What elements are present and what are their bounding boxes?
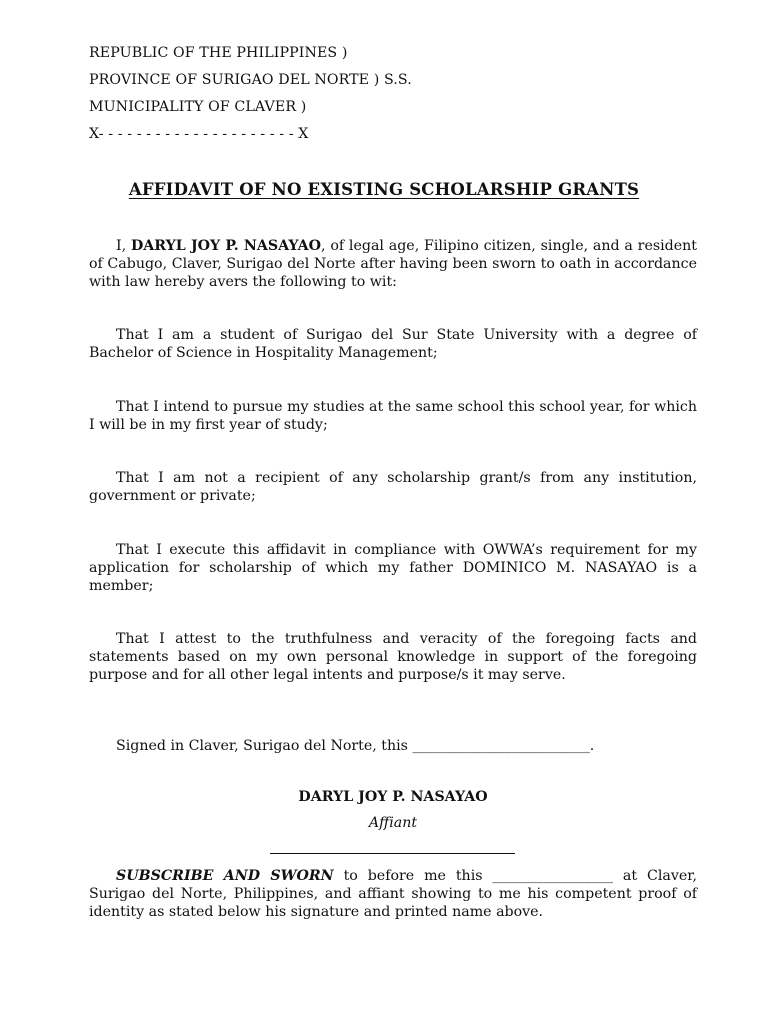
affiant-name-inline: DARYL JOY P. NASAYAO <box>130 238 321 254</box>
header-municipality: MUNICIPALITY OF CLAVER ) <box>89 99 307 115</box>
affiant-signature-name: DARYL JOY P. NASAYAO <box>298 789 488 805</box>
header-separator: X- - - - - - - - - - - - - - - - - - - - - X <box>89 126 309 142</box>
intro-prefix: I, <box>116 238 131 254</box>
paragraph-intent: That I intend to pursue my studies at the same school this school year, for which I will be in my first year of study; <box>89 399 697 433</box>
document-title: AFFIDAVIT OF NO EXISTING SCHOLARSHIP GRANTS <box>128 180 640 199</box>
jurat-paragraph <box>89 867 697 921</box>
signature-line <box>270 853 515 854</box>
intro-paragraph <box>89 237 697 291</box>
intro-rest: , of legal age, Filipino citizen, single, and a resident of Cabugo, Claver, Surigao del Norte after having been sworn to oath in accordance with law hereby avers the following to wit: <box>89 238 697 290</box>
paragraph-no-grant: That I am not a recipient of any scholarship grant/s from any institution, government or private; <box>89 470 697 504</box>
header-republic: REPUBLIC OF THE PHILIPPINES ) <box>89 45 348 61</box>
paragraph-student: That I am a student of Surigao del Sur State University with a degree of Bachelor of Science in Hospitality Management; <box>89 327 697 361</box>
jurat-rest: to before me this _________________ at Claver, Surigao del Norte, Philippines, and affiant showing to me his competent proof of identity as stated below his signature and printed name above. <box>89 868 698 920</box>
paragraph-signed-in: Signed in Claver, Surigao del Norte, this _________________________. <box>116 738 595 754</box>
paragraph-owwa: That I execute this affidavit in compliance with OWWA’s requirement for my application for scholarship of which my father DOMINICO M. NASAYAO is a member; <box>89 542 697 594</box>
header-province: PROVINCE OF SURIGAO DEL NORTE ) S.S. <box>89 72 412 88</box>
jurat-lead: SUBSCRIBE AND SWORN <box>116 868 334 884</box>
affiant-role: Affiant <box>368 815 418 831</box>
paragraph-attest: That I attest to the truthfulness and veracity of the foregoing facts and statements based on my own personal knowledge in support of the foregoing purpose and for all other legal intents and purpose/s it may serve. <box>89 631 697 683</box>
